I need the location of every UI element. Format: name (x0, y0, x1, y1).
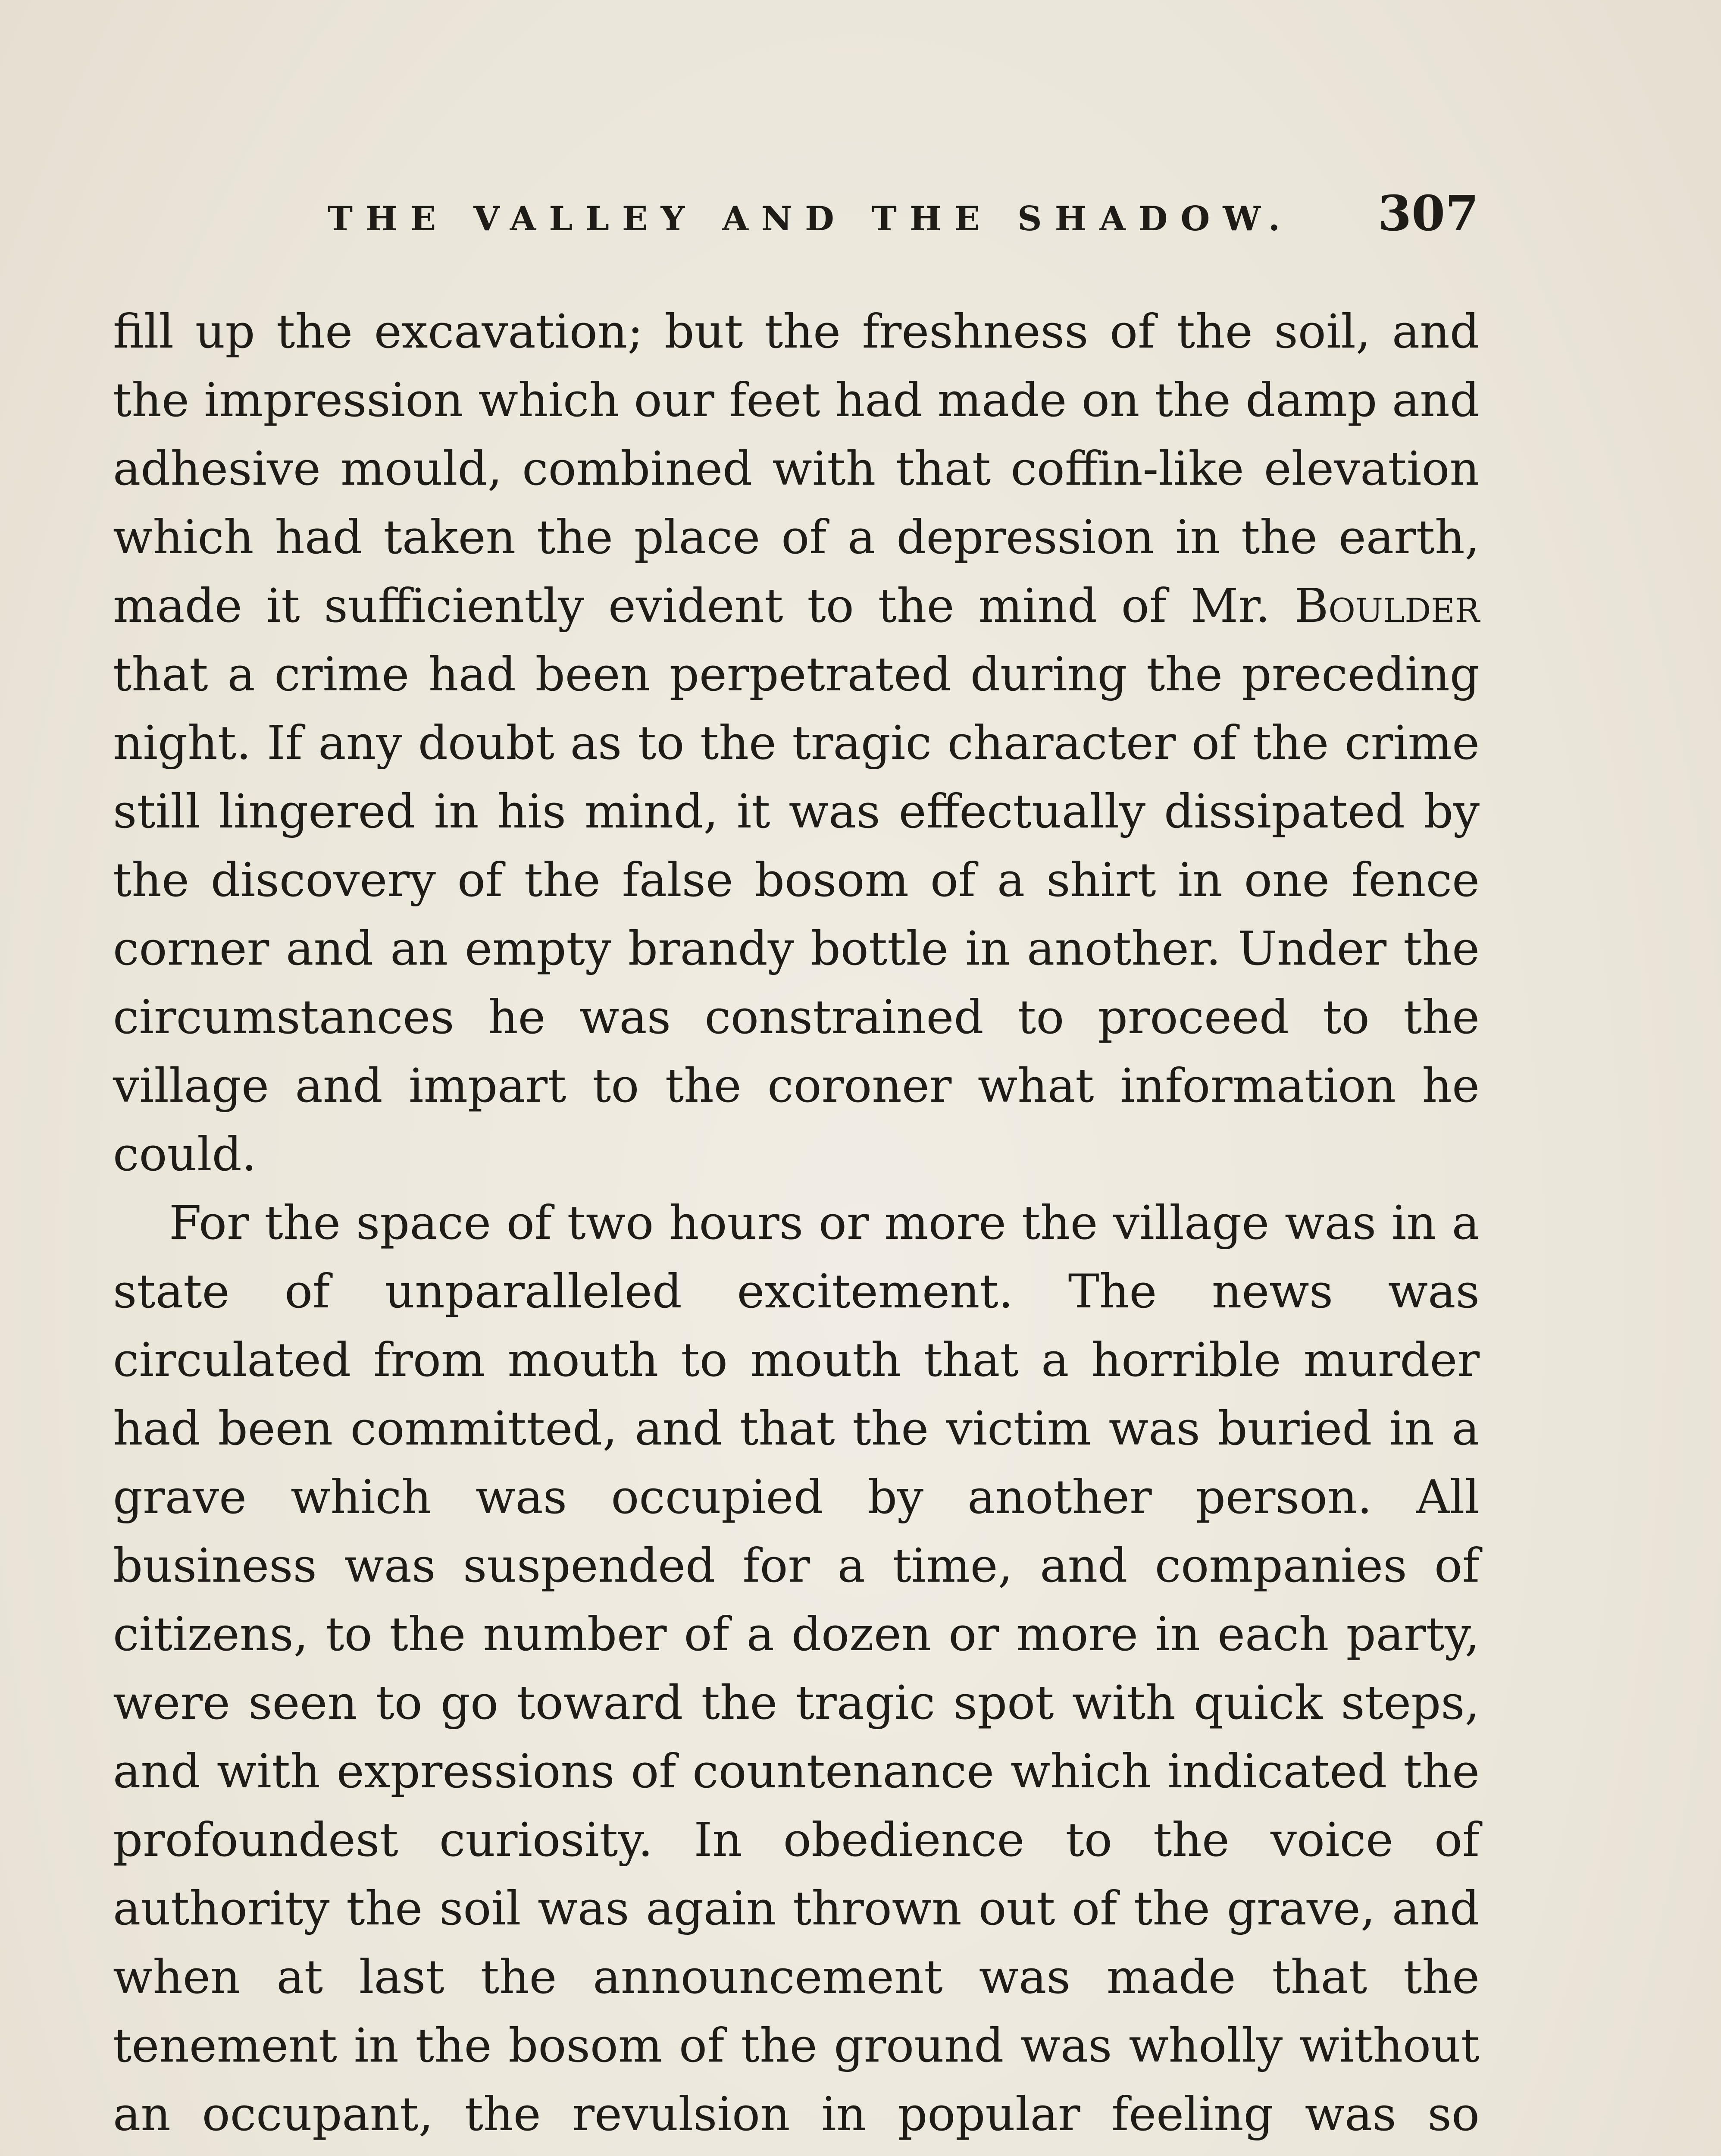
page-number: 307 (1378, 185, 1479, 242)
paragraph-2: For the space of two hours or more the village was in a state of unparalleled excitement. The news was circulated from mouth to mouth that a horrible murder had been committed, and that the victim was buried in a grave which was occupied by another person. All business was suspended for a time, and companies of citizens, to the number of a dozen or more in each party, were seen to go toward the tragic spot with quick steps, and with expressions of countenance which indicated the profoundest curiosity. In obedience to the voice of authority the soil was again thrown out of the grave, and when at last the announcement was made that the tenement in the bosom of the ground was wholly without an occupant, the revulsion in popular feeling was so (113, 1196, 1480, 2141)
name-boulder: Boulder (1294, 579, 1480, 633)
body-text (113, 298, 1480, 2156)
paragraph-1: fill up the excavation; but the freshness of the soil, and the impression which our feet had made on the damp and adhesive mould, combined with that coffin-like elevation which had taken the place of a depression in the earth, made it sufficiently evident to the mind of Mr. Boulder that a crime had been perpetrated during the preceding night. If any doubt as to the tragic character of the crime still lingered in his mind, it was effectually dissipated by the discovery of the false bosom of a shirt in one fence corner and an empty brandy bottle in another. Under the circumstances he was constrained to proceed to the village and impart to the coroner what information he could. (113, 305, 1480, 1181)
running-title: THE VALLEY AND THE SHADOW. (328, 199, 1293, 238)
page-header (112, 185, 1479, 259)
